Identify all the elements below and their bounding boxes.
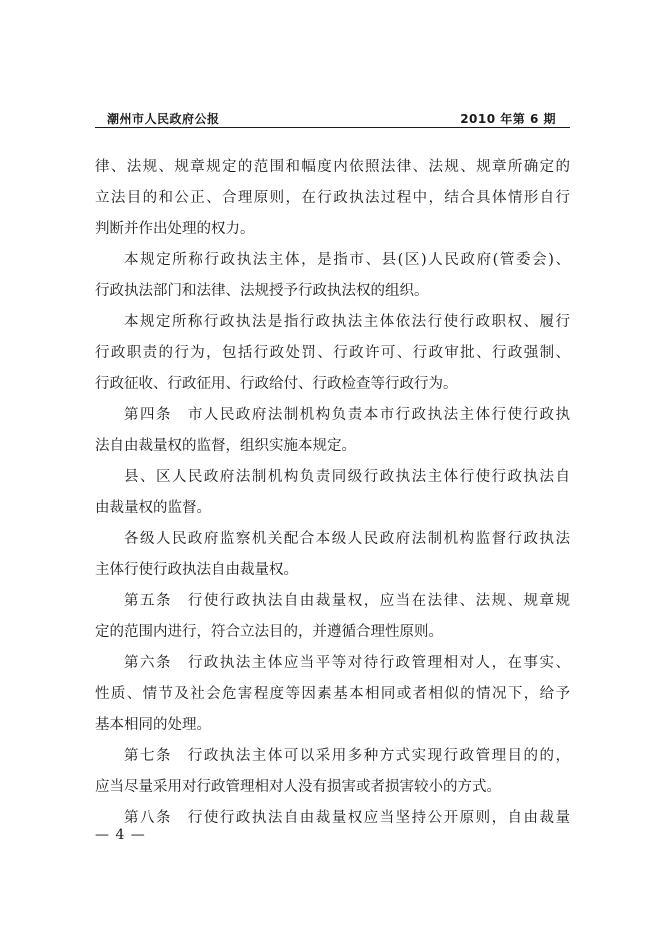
text-line: 本规定所称行政执法主体，是指市、县(区)人民政府(管委会)、 <box>124 252 570 268</box>
text-line: 由裁量权的监督。 <box>95 500 211 516</box>
text-line: 第六条 行政执法主体应当平等对待行政管理相对人，在事实、 <box>124 655 570 671</box>
gazette-title: 潮州市人民政府公报 <box>107 112 220 126</box>
text-line: 立法目的和公正、合理原则，在行政执法过程中，结合具体情形自行 <box>95 190 570 206</box>
text-line: 行政执法部门和法律、法规授予行政执法权的组织。 <box>95 283 429 299</box>
text-line: 行政征收、行政征用、行政给付、行政检查等行政行为。 <box>95 376 458 392</box>
text-line: 第五条 行使行政执法自由裁量权，应当在法律、法规、规章规 <box>124 593 570 609</box>
text-line: 第八条 行使行政执法自由裁量权应当坚持公开原则，自由裁量 <box>124 810 570 826</box>
text-line: 第七条 行政执法主体可以采用多种方式实现行政管理目的的， <box>124 748 570 764</box>
text-line: 应当尽量采用对行政管理相对人没有损害或者损害较小的方式。 <box>95 779 501 795</box>
text-line: 行政职责的行为，包括行政处罚、行政许可、行政审批、行政强制、 <box>95 345 570 361</box>
text-line: 法自由裁量权的监督，组织实施本规定。 <box>95 438 356 454</box>
text-line: 主体行使行政执法自由裁量权。 <box>95 562 298 578</box>
header-divider <box>95 127 570 128</box>
page-number: — 4 — <box>95 827 146 843</box>
text-line: 县、区人民政府法制机构负责同级行政执法主体行使行政执法自 <box>124 469 570 485</box>
text-line: 定的范围内进行，符合立法目的，并遵循合理性原则。 <box>95 624 443 640</box>
issue-number: 2010 年第 6 期 <box>460 112 556 126</box>
text-line: 基本相同的处理。 <box>95 717 211 733</box>
text-line: 本规定所称行政执法是指行政执法主体依法行使行政职权、履行 <box>124 314 570 330</box>
text-line: 性质、情节及社会危害程度等因素基本相同或者相似的情况下，给予 <box>95 686 570 702</box>
text-line: 判断并作出处理的权力。 <box>95 221 255 237</box>
text-line: 各级人民政府监察机关配合本级人民政府法制机构监督行政执法 <box>124 531 570 547</box>
text-line: 律、法规、规章规定的范围和幅度内依照法律、法规、规章所确定的 <box>95 159 570 175</box>
page-header <box>95 106 570 128</box>
article-body <box>95 152 570 834</box>
text-line: 第四条 市人民政府法制机构负责本市行政执法主体行使行政执 <box>124 407 570 423</box>
